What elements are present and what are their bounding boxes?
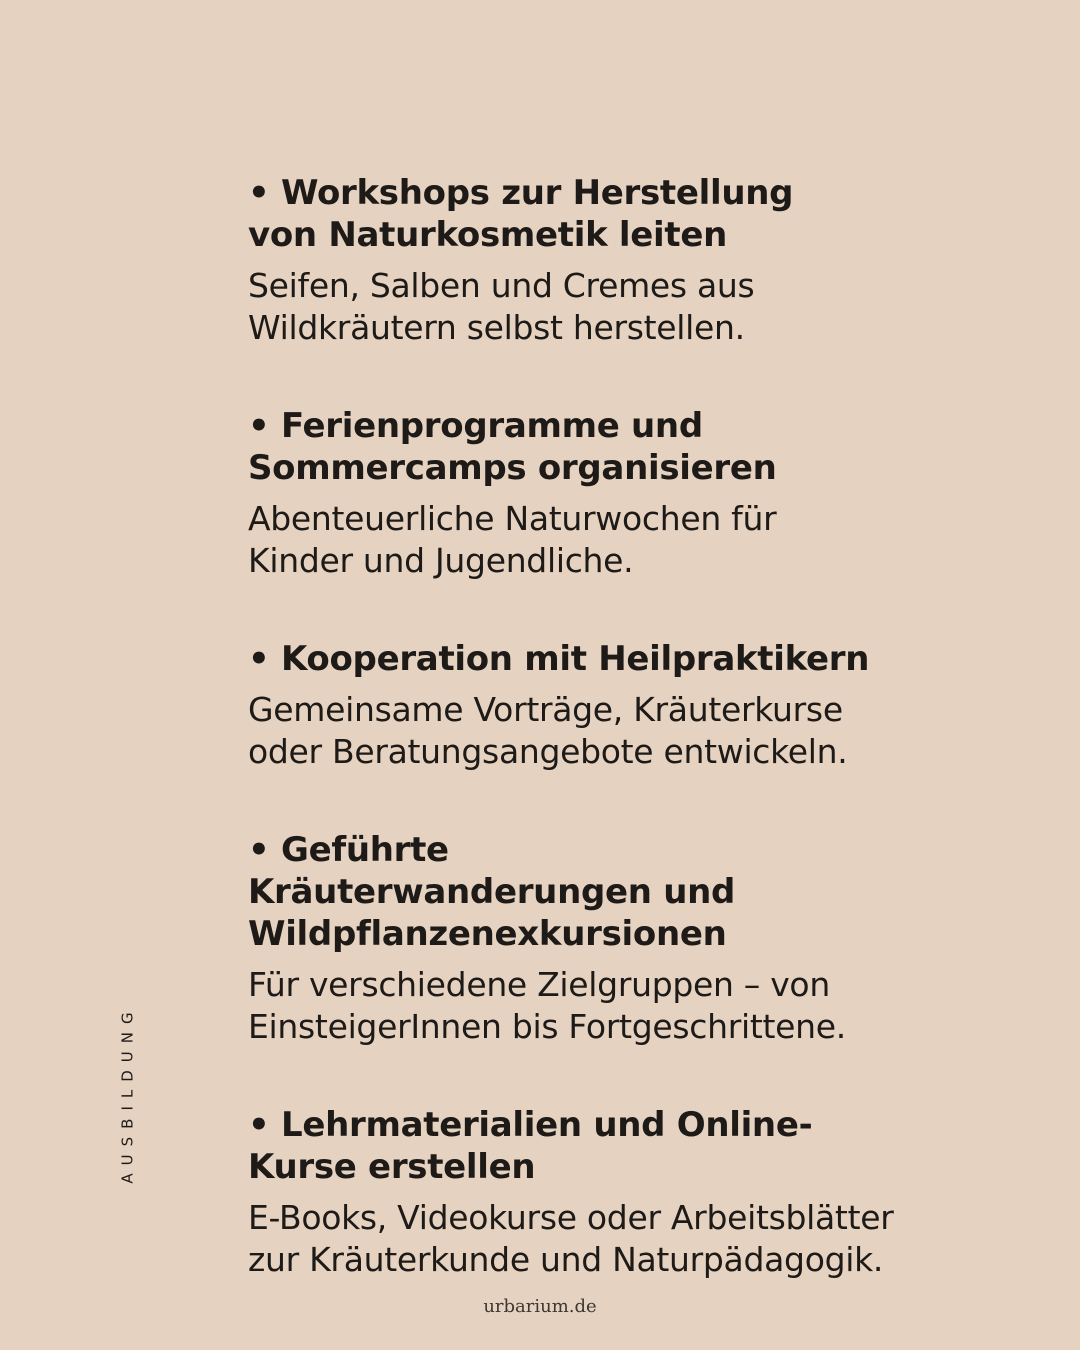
list-item-kooperation xyxy=(248,638,1028,773)
side-label-text: AUSBILDUNG xyxy=(119,1004,137,1184)
item-title: • Workshops zur Herstellung von Naturkosmetik leiten xyxy=(248,173,794,255)
list-item-naturkosmetik xyxy=(248,172,1028,349)
side-label xyxy=(118,996,138,1192)
item-description: Abenteuerliche Naturwochen für Kinder und Jugendliche. xyxy=(248,499,777,580)
item-description: Für verschiedene Zielgruppen – von EinsteigerInnen bis Fortgeschrittene. xyxy=(248,965,846,1046)
list-item-lehrmaterialien xyxy=(248,1104,1028,1281)
footer-website: urbarium.de xyxy=(483,1296,597,1317)
item-title: • Lehrmaterialien und Online-Kurse erstellen xyxy=(248,1105,813,1187)
item-title: • Ferienprogramme und Sommercamps organisieren xyxy=(248,406,777,488)
list-item-kraeuterwanderungen xyxy=(248,829,1028,1048)
item-description: Gemeinsame Vorträge, Kräuterkurse oder Beratungsangebote entwickeln. xyxy=(248,690,848,771)
item-description: Seifen, Salben und Cremes aus Wildkräutern selbst herstellen. xyxy=(248,266,755,347)
content-list xyxy=(248,172,1028,1281)
item-title: • Geführte Kräuterwanderungen und Wildpflanzenexkursionen xyxy=(248,830,736,954)
list-item-ferienprogramme xyxy=(248,405,1028,582)
item-description: E-Books, Videokurse oder Arbeitsblätter zur Kräuterkunde und Naturpädagogik. xyxy=(248,1198,894,1279)
item-title: • Kooperation mit Heilpraktikern xyxy=(248,639,870,679)
